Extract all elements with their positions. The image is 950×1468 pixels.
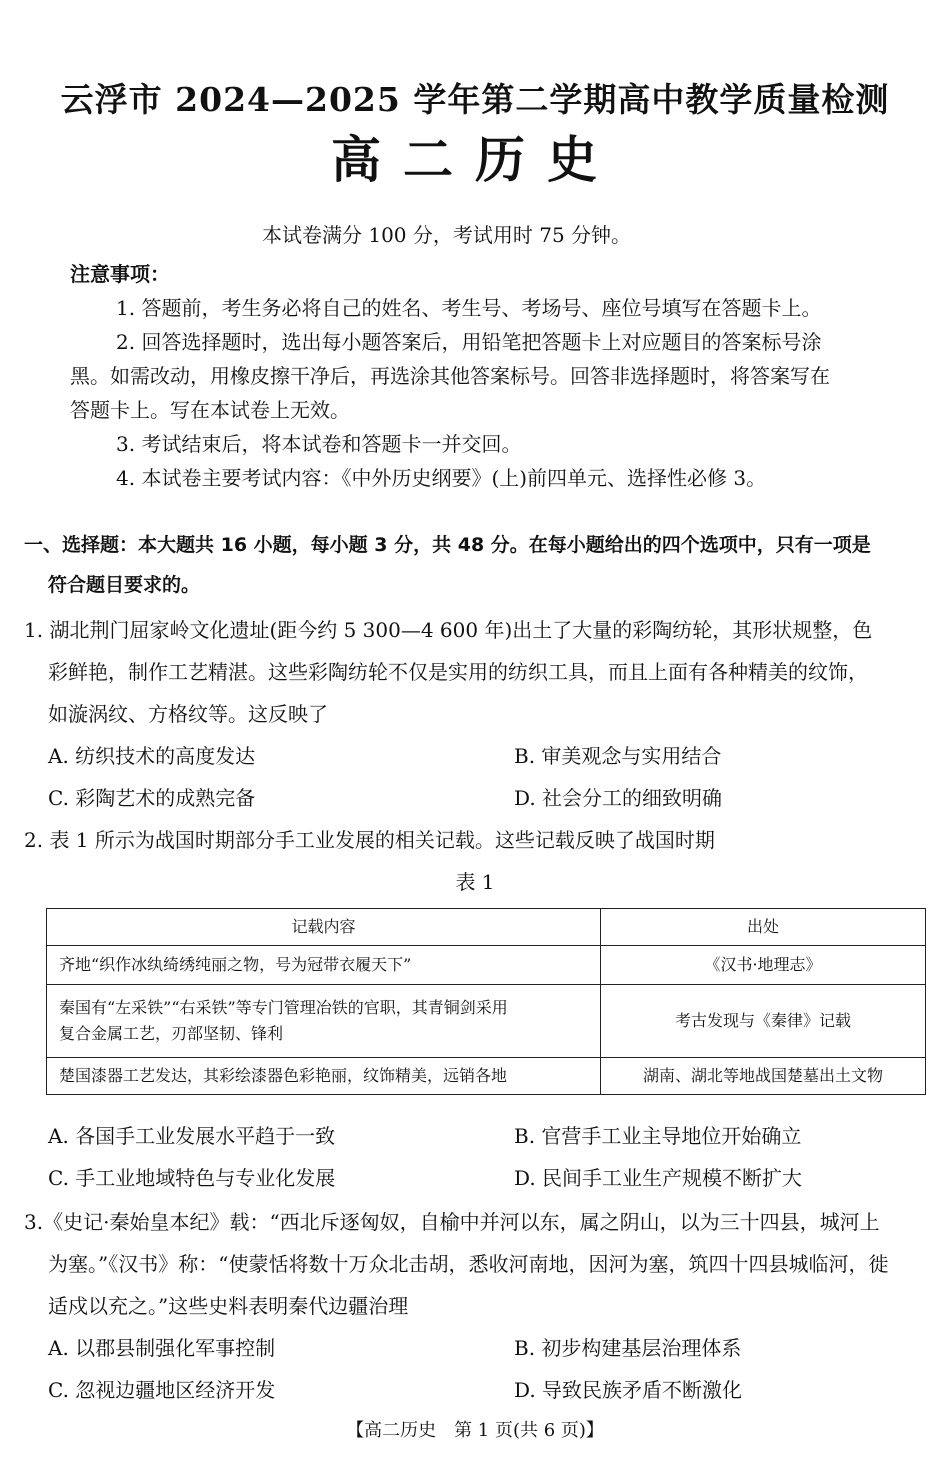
table-row — [47, 985, 926, 1058]
notice-line: 2. 回答选择题时，选出每小题答案后，用铅笔把答题卡上对应题目的答案标号涂 — [116, 330, 822, 354]
cell-line: 齐地“织作冰纨绮绣纯丽之物，号为冠带衣履天下” — [59, 955, 412, 974]
table-cell-content — [47, 1058, 601, 1095]
option-a: A. 纺织技术的高度发达 — [48, 744, 256, 768]
question-3-text: 适戍以充之。”这些史料表明秦代边疆治理 — [48, 1294, 409, 1318]
notice-line: 1. 答题前，考生务必将自己的姓名、考生号、考场号、座位号填写在答题卡上。 — [116, 296, 822, 320]
table-cell-content — [47, 985, 601, 1058]
question-2-text: 2. 表 1 所示为战国时期部分手工业发展的相关记载。这些记载反映了战国时期 — [24, 828, 715, 852]
table-caption: 表 1 — [455, 870, 495, 894]
question-3-text: 3.《史记·秦始皇本纪》载：“西北斥逐匈奴，自榆中并河以东，属之阴山，以为三十四县，城河上 — [24, 1210, 880, 1234]
section-heading-cont: 符合题目要求的。 — [48, 574, 201, 596]
table-cell-source: 《汉书·地理志》 — [601, 946, 926, 985]
option-d: D. 民间手工业生产规模不断扩大 — [514, 1166, 803, 1190]
page-footer: 【高二历史 第 1 页(共 6 页)】 — [346, 1420, 604, 1441]
question-1-text: 如漩涡纹、方格纹等。这反映了 — [48, 702, 328, 726]
table-row — [47, 1058, 926, 1095]
option-b: B. 审美观念与实用结合 — [514, 744, 722, 768]
notice-line: 3. 考试结束后，将本试卷和答题卡一并交回。 — [116, 432, 522, 456]
option-b: B. 初步构建基层治理体系 — [514, 1336, 742, 1360]
table-row — [47, 946, 926, 985]
option-c: C. 忽视边疆地区经济开发 — [48, 1378, 276, 1402]
option-b: B. 官营手工业主导地位开始确立 — [514, 1124, 802, 1148]
table-header-source: 出处 — [601, 909, 926, 946]
table-header-row — [47, 909, 926, 946]
option-d: D. 导致民族矛盾不断激化 — [514, 1378, 743, 1402]
cell-line: 楚国漆器工艺发达，其彩绘漆器色彩艳丽，纹饰精美，远销各地 — [59, 1066, 508, 1085]
cell-line: 秦国有“左采铁”“右采铁”等专门管理冶铁的官职，其青铜剑采用 — [59, 998, 508, 1017]
question-1-text: 彩鲜艳，制作工艺精湛。这些彩陶纺轮不仅是实用的纺织工具，而且上面有各种精美的纹饰， — [48, 660, 868, 684]
option-a: A. 各国手工业发展水平趋于一致 — [48, 1124, 336, 1148]
notice-line: 黑。如需改动，用橡皮擦干净后，再选涂其他答案标号。回答非选择题时，将答案写在 — [70, 364, 830, 388]
exam-title: 云浮市 2024—2025 学年第二学期高中教学质量检测 — [60, 80, 890, 119]
notice-heading: 注意事项： — [70, 262, 170, 286]
option-a: A. 以郡县制强化军事控制 — [48, 1336, 276, 1360]
table-cell-source: 湖南、湖北等地战国楚墓出土文物 — [601, 1058, 926, 1095]
cell-line: 复合金属工艺，刃部坚韧、锋利 — [59, 1024, 284, 1043]
section-heading: 一、选择题：本大题共 16 小题，每小题 3 分，共 48 分。在每小题给出的四个选项中，只有一项是 — [24, 534, 871, 556]
option-d: D. 社会分工的细致明确 — [514, 786, 723, 810]
history-table — [46, 908, 926, 1095]
question-1-text: 1. 湖北荆门屈家岭文化遗址(距今约 5 300—4 600 年)出土了大量的彩陶纺轮，其形状规整，色 — [24, 618, 873, 642]
option-c: C. 手工业地域特色与专业化发展 — [48, 1166, 336, 1190]
notice-line: 答题卡上。写在本试卷上无效。 — [70, 398, 350, 422]
subject-title: 高二历史 — [331, 130, 619, 189]
table-cell-source: 考古发现与《秦律》记载 — [601, 985, 926, 1058]
option-c: C. 彩陶艺术的成熟完备 — [48, 786, 256, 810]
table-cell-content — [47, 946, 601, 985]
question-3-text: 为塞。”《汉书》称：“使蒙恬将数十万众北击胡，悉收河南地，因河为塞，筑四十四县城临河，徙 — [48, 1252, 889, 1276]
table-header-content: 记载内容 — [47, 909, 601, 946]
notice-line: 4. 本试卷主要考试内容：《中外历史纲要》(上)前四单元、选择性必修 3。 — [116, 466, 767, 490]
exam-info: 本试卷满分 100 分，考试用时 75 分钟。 — [262, 223, 632, 247]
